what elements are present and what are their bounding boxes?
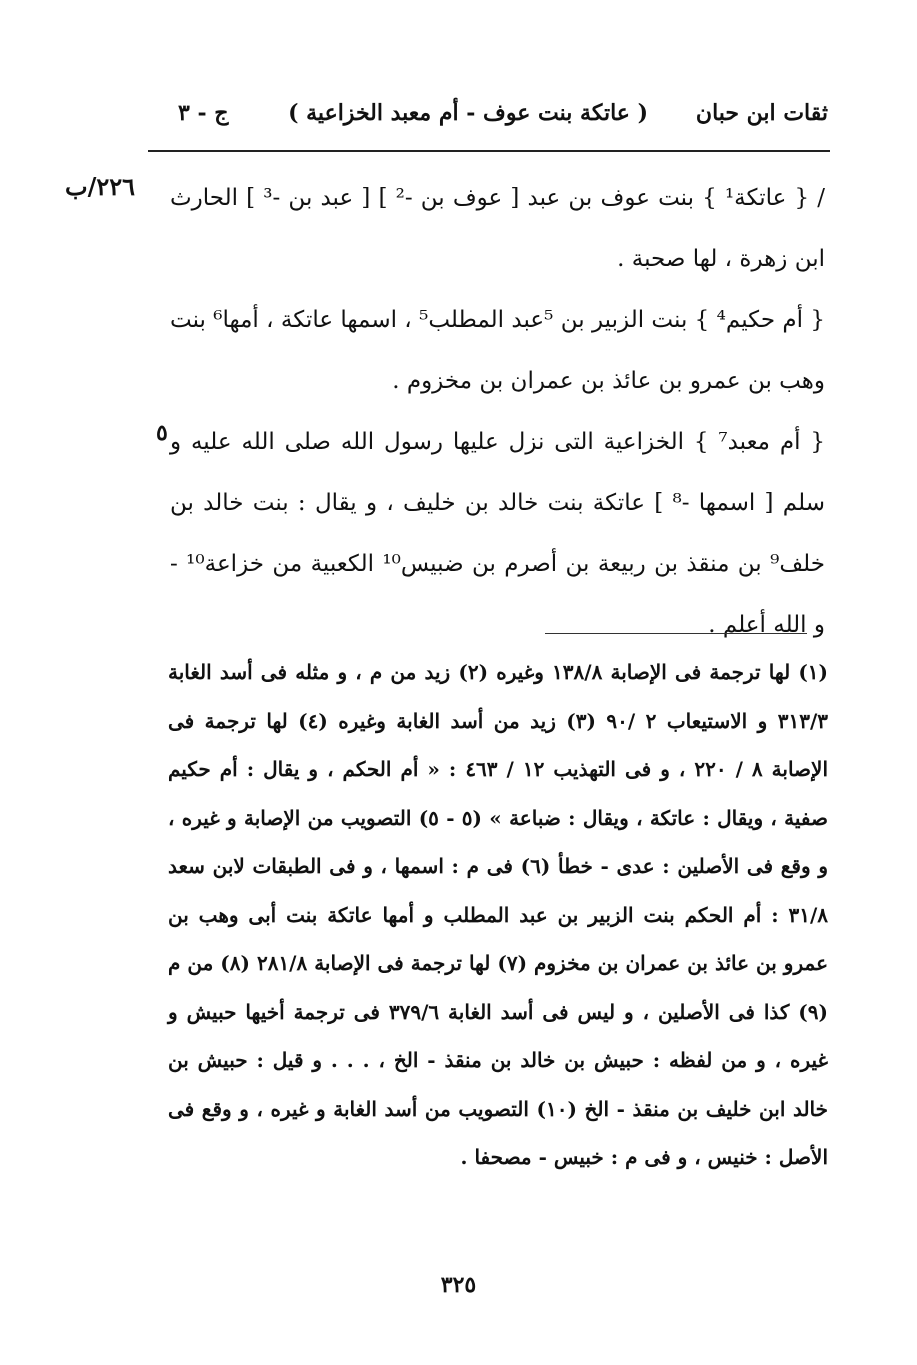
main-text [170, 168, 825, 656]
page-number: ٣٢٥ [440, 1272, 477, 1298]
entry-umm-hakim: { أم حكيم⁴ } بنت الزبير بن ⁵عبد المطلب⁵ ، اسمها عاتكة ، أمها⁶ بنت وهب بن عمرو بن عائذ بن عمران بن مخزوم . [170, 307, 825, 394]
footnote-rule [545, 633, 807, 634]
folio-marker: ٢٢٦/ب [64, 172, 135, 201]
line-number: ٥ [156, 420, 168, 446]
entry-umm-mabad: { أم معبد⁷ } الخزاعية التى نزل عليها رسول الله صلى الله عليه و سلم [ اسمها -⁸ ] عاتكة بنت خالد بن خليف ، و يقال : بنت خالد بن خلف⁹ بن منقذ بن ربيعة بن أصرم بن ضبيس¹⁰ الكعبية من خزاعة¹⁰ - و الله أعلم . [170, 429, 825, 638]
entry-atika: / { عاتكة¹ } بنت عوف بن عبد [ عوف بن -² ] [ عبد بن -³ ] الحارث ابن زهرة ، لها صحبة . [170, 185, 826, 272]
footnotes: (١) لها ترجمة فى الإصابة ١٣٨/٨ وغيره (٢) زيد من م ، و مثله فى أسد الغابة ٣١٣/٣ و الاستيعاب ٢ /٩٠ (٣) زيد من أسد الغابة وغيره (٤) لها ترجمة فى الإصابة ٨ / ٢٢٠ ، و فى التهذيب ١٢ / ٤٦٣ : « أم الحكم ، و يقال : أم حكيم صفية ، ويقال : عاتكة ، ويقال : ضباعة » (٥ - ٥) التصويب من الإصابة و غيره ، و وقع فى الأصلين : عدى - خطأ (٦) فى م : اسمها ، و فى الطبقات لابن سعد ٣١/٨ : أم الحكم بنت الزبير بن عبد المطلب و أمها عاتكة بنت أبى وهب بن عمرو بن عائذ بن عمران بن مخزوم (٧) لها ترجمة فى الإصابة ٢٨١/٨ (٨) من م (٩) كذا فى الأصلين ، و ليس فى أسد الغابة ٣٧٩/٦ فى ترجمة أخيها حبيش و غيره ، و من لفظه : حبيش بن خالد بن منقذ - الخ ، . . . و قيل : حبيش بن خالد ابن خليف بن منقذ - الخ (١٠) التصويب من أسد الغابة و غيره ، و وقع فى الأصل : خنيس ، و فى م : خبيس - مصحفا . [168, 660, 829, 1169]
section-title: ( عاتكة بنت عوف - أم معبد الخزاعية ) [288, 100, 648, 126]
book-title: ثقات ابن حبان [695, 100, 828, 126]
running-header [148, 100, 828, 140]
volume-label: ج - ٣ [178, 100, 229, 126]
header-rule [148, 150, 830, 152]
